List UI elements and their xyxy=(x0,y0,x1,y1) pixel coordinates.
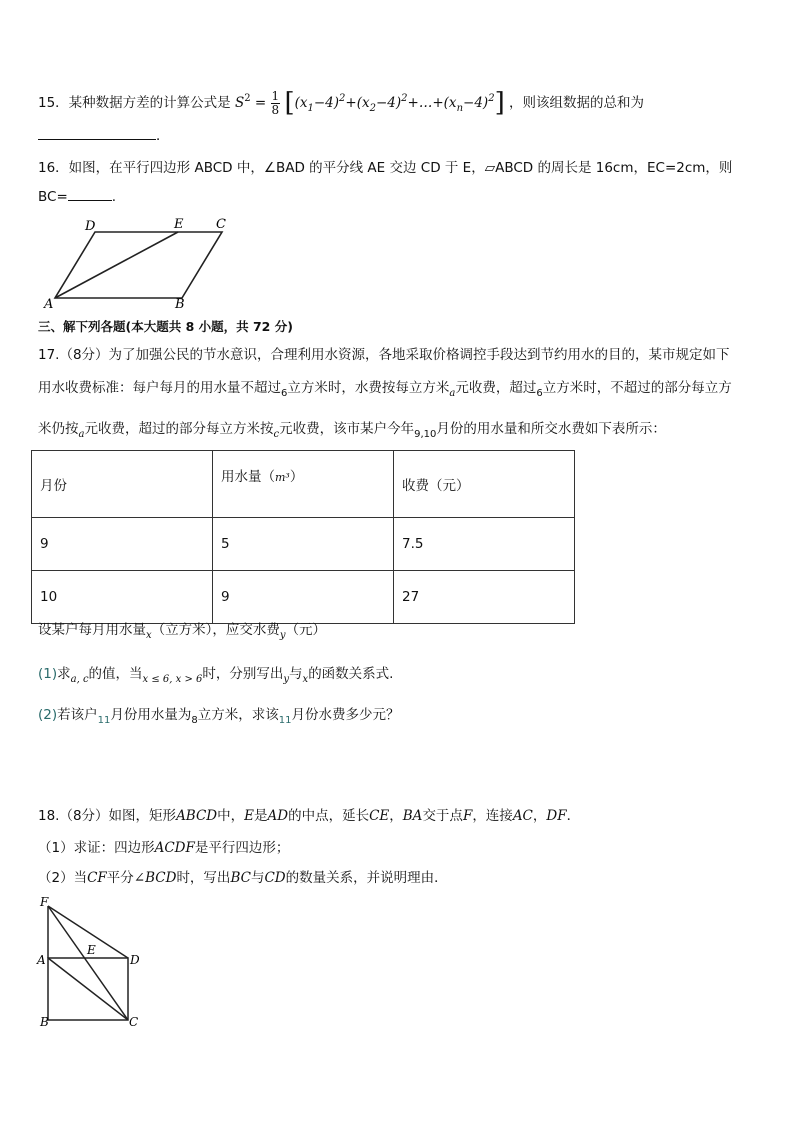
question-17-line2: 用水收费标准：每户每月的用水量不超过$_6$立方米时，水费按每立方米$_a$元收费，超过$_6$立方米时，不超过的部分每立方 xyxy=(38,380,732,399)
q15-left-bracket: [ xyxy=(284,88,295,118)
segment-ac xyxy=(48,958,128,1020)
q15-period: ． xyxy=(156,128,170,144)
water-fee-table xyxy=(31,450,575,624)
question-17-line3: 米仍按$_a$元收费，超过的部分每立方米按$_c$元收费，该市某户今年$_{9,10}$月份的用水量和所交水费如下表所示： xyxy=(38,421,666,440)
q15-formula: $(x_1-4)^2+(x_2-4)^2+\dots+(x_n-4)^2$ xyxy=(294,93,495,114)
label-c: C xyxy=(129,1015,139,1028)
question-16-line1: 16．如图，在平行四边形 ABCD 中，∠BAD 的平分线 AE 交边 CD 于 E，▱ABCD 的周长是 16cm，EC=2cm，则 xyxy=(38,160,733,176)
question-18-part1: （1）求证：四边形ACDF是平行四边形； xyxy=(38,840,290,856)
question-18-part2: （2）当CF平分∠BCD时，写出BC与CD的数量关系，并说明理由． xyxy=(38,870,448,886)
table-header-row xyxy=(32,451,575,518)
label-a: A xyxy=(37,953,46,967)
question-17-part1: (1)求$_{a, c}$的值，当$_{x \le 6, x > 6}$时，分别写出$_y$与$_x$的函数关系式. xyxy=(38,666,394,685)
q15-right-bracket: ] xyxy=(494,88,505,118)
q15-equals: = xyxy=(254,95,267,111)
question-16-line2: BC= . xyxy=(38,189,117,205)
row2-fee: 27 xyxy=(394,571,575,624)
q15-fraction: $\frac{1}{8}$ xyxy=(271,88,280,117)
label-d: D xyxy=(85,219,96,234)
label-a: A xyxy=(44,297,54,310)
question-17-setup: 设某户每月用水量$_x$（立方米），应交水费$_y$（元） xyxy=(38,622,327,641)
table-row xyxy=(32,518,575,571)
label-b: B xyxy=(175,297,185,310)
section-3-heading: 三、解下列各题(本大题共 8 小题，共 72 分) xyxy=(38,319,293,334)
question-15-line1 xyxy=(38,82,644,116)
row1-fee: 7.5 xyxy=(394,518,575,571)
label-e: E xyxy=(87,943,96,957)
q16-bc-label: BC= xyxy=(38,189,68,205)
label-e: E xyxy=(174,217,184,232)
parallelogram-abcd xyxy=(55,232,222,298)
q15-s-symbol: $S^2$ xyxy=(234,93,251,111)
header-month: 月份 xyxy=(32,451,213,518)
segment-fc xyxy=(48,906,128,1020)
table-row xyxy=(32,571,575,624)
segment-ae xyxy=(55,232,178,298)
label-d: D xyxy=(130,953,140,967)
question-17-part2: (2)若该户$_{11}$月份用水量为$_8$立方米，求该$_{11}$月份水费多少元？ xyxy=(38,707,400,726)
q15-answer-blank[interactable] xyxy=(38,125,156,140)
header-usage: 用水量（m³） xyxy=(213,451,394,518)
question-15-answer-line xyxy=(38,124,170,144)
label-c: C xyxy=(216,217,226,232)
q15-suffix: ，则该组数据的总和为 xyxy=(509,95,645,111)
row2-month: 10 xyxy=(32,571,213,624)
question-17-line1: 17.（8分）为了加强公民的节水意识，合理利用水资源，各地采取价格调控手段达到节约用水的目的，某市规定如下 xyxy=(38,347,730,363)
rectangle-figure xyxy=(34,892,149,1028)
row1-month: 9 xyxy=(32,518,213,571)
header-fee: 收费（元） xyxy=(394,451,575,518)
question-18-line1: 18.（8分）如图，矩形ABCD中，E是AD的中点，延长CE，BA交于点F，连接AC，DF． xyxy=(38,808,581,824)
parallelogram-figure xyxy=(40,214,240,310)
label-f: F xyxy=(40,895,49,909)
label-b: B xyxy=(40,1015,49,1028)
row1-usage: 5 xyxy=(213,518,394,571)
q15-prefix: 15．某种数据方差的计算公式是 xyxy=(38,95,231,111)
row2-usage: 9 xyxy=(213,571,394,624)
q16-answer-blank[interactable] xyxy=(68,187,112,201)
